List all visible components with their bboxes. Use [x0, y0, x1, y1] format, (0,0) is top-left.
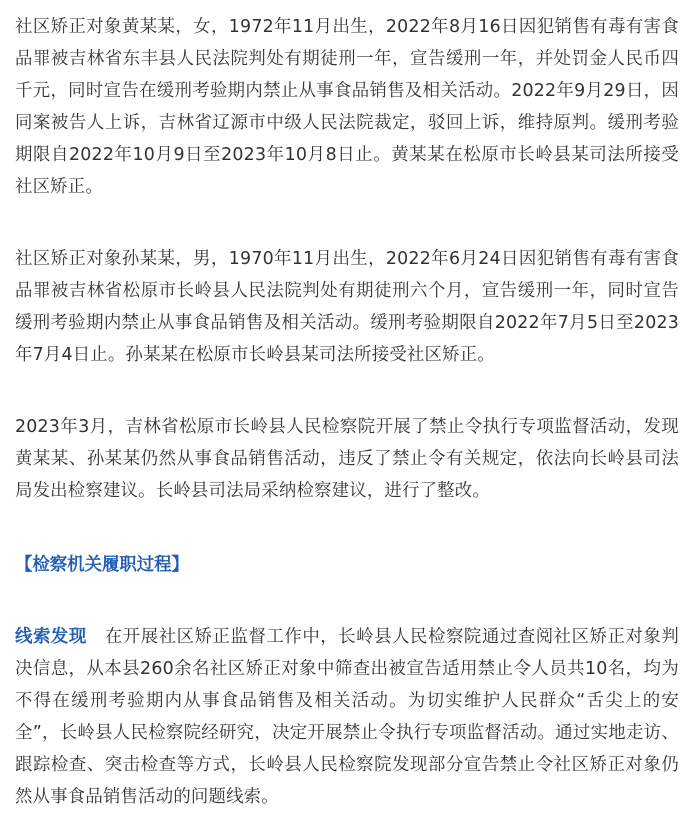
section-heading: 【检察机关履职过程】: [15, 555, 189, 575]
paragraph-clue-discovery: [15, 621, 679, 813]
paragraph-supervision-activity: 2023年3月，吉林省松原市长岭县人民检察院开展了禁止令执行专项监督活动，发现黄某某、孙某某仍然从事食品销售活动，违反了禁止令有关规定，依法向长岭县司法局发出检察建议。长岭县司法局采纳检察建议，进行了整改。: [15, 417, 679, 501]
paragraph-clue-body: 在开展社区矫正监督工作中，长岭县人民检察院通过查阅社区矫正对象判决信息，从本县260余名社区矫正对象中筛查出被宣告适用禁止令人员共10名，均为不得在缓刑考验期内从事食品销售及相关活动。为切实维护人民群众“舌尖上的安全”，长岭县人民检察院经研究，决定开展禁止令执行专项监督活动。通过实地走访、跟踪检查、突击检查等方式，长岭县人民检察院发现部分宣告禁止令社区矫正对象仍然从事食品销售活动的问题线索。: [15, 627, 679, 807]
paragraph-lead-label: 线索发现: [15, 627, 87, 647]
paragraph-sun-case: 社区矫正对象孙某某，男，1970年11月出生，2022年6月24日因犯销售有毒有害食品罪被吉林省松原市长岭县人民法院判处有期徒刑六个月，宣告缓刑一年，同时宣告缓刑考验期内禁止从事食品销售及相关活动。缓刑考验期限自2022年7月5日至2023年7月4日止。孙某某在松原市长岭县某司法所接受社区矫正。: [15, 249, 679, 365]
article-body: [15, 11, 679, 813]
paragraph-huang-case: 社区矫正对象黄某某，女，1972年11月出生，2022年8月16日因犯销售有毒有害食品罪被吉林省东丰县人民法院判处有期徒刑一年，宣告缓刑一年，并处罚金人民币四千元，同时宣告在缓刑考验期内禁止从事食品销售及相关活动。2022年9月29日，因同案被告人上诉，吉林省辽源市中级人民法院裁定，驳回上诉，维持原判。缓刑考验期限自2022年10月9日至2023年10月8日止。黄某某在松原市长岭县某司法所接受社区矫正。: [15, 17, 679, 197]
